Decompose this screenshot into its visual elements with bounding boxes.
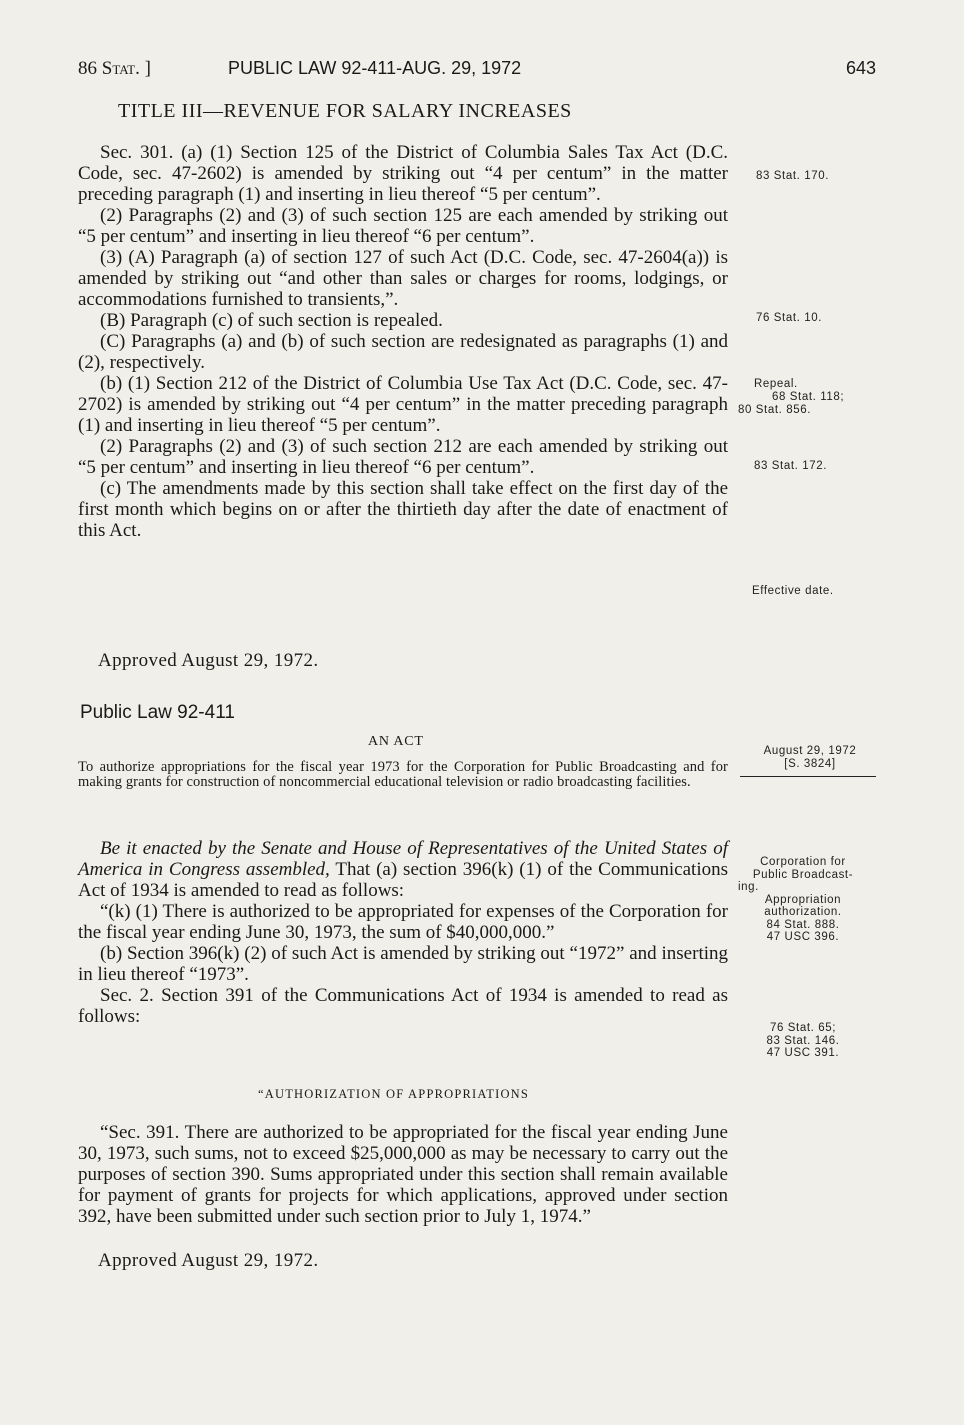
enacting-clause (78, 838, 728, 1027)
margin-note-68-stat-118: 68 Stat. 118; (772, 391, 845, 403)
sec301-para-a2: (2) Paragraphs (2) and (3) of such section 125 are each amended by striking out “5 per centum” and inserting in lieu thereof “6 per centum”. (78, 205, 728, 247)
an-act-heading: AN ACT (368, 734, 424, 749)
margin-note-sec2 (738, 1022, 868, 1060)
approved-date-1: Approved August 29, 1972. (98, 650, 319, 671)
margin-note-80-stat-856: 80 Stat. 856. (738, 404, 812, 416)
margin-note-cpb (738, 856, 868, 944)
enacting-rest: That (a) section 396(k) (1) of the Communications Act of 1934 is amended to read as follows: (78, 859, 728, 901)
margin-note-76-stat-10: 76 Stat. 10. (756, 312, 823, 324)
section-301-text (78, 142, 728, 541)
sec301-para-a3C: (C) Paragraphs (a) and (b) of such section are redesignated as paragraphs (1) and (2), respectively. (78, 331, 728, 373)
margin-note-approp-line2: authorization. (764, 906, 842, 918)
section-391-text (78, 1122, 728, 1227)
page-number: 643 (846, 58, 877, 78)
margin-note-bill-number: [S. 3824] (784, 757, 836, 770)
margin-note-83-stat-172: 83 Stat. 172. (754, 460, 828, 472)
margin-note-47-usc-391: 47 USC 391. (766, 1047, 840, 1059)
sec-2-text: Sec. 2. Section 391 of the Communications Act of 1934 is amended to read as follows: (78, 985, 728, 1027)
margin-note-approp-line1: Appropriation (764, 893, 842, 906)
margin-note-cpb-line3: ing. (738, 881, 759, 893)
quote-396k1: “(k) (1) There is authorized to be appropriated for expenses of the Corporation for the fiscal year ending June 30, 1973, the sum of $40,000,000.” (78, 901, 728, 943)
margin-note-date-line: August 29, 1972 (763, 745, 857, 757)
enacting-italic: Be it enacted by the Senate and House of Representatives of the United States of America in Congress assembled, (78, 838, 728, 880)
margin-note-effective-date: Effective date. (752, 585, 834, 597)
sec301-para-c: (c) The amendments made by this section shall take effect on the first day of the first month which begins on or after the thirtieth day after the date of enactment of this Act. (78, 478, 728, 541)
margin-note-cpb-line1: Corporation for (760, 856, 846, 868)
sec301-para-b1: (b) (1) Section 212 of the District of Columbia Use Tax Act (D.C. Code, sec. 47-2702) is amended by striking out “4 per centum” in the matter preceding paragraph (1) and inserting in lieu thereof “5 per centum”. (78, 373, 728, 436)
public-law-label: Public Law 92-411 (80, 702, 235, 723)
margin-note-repeal: Repeal. (754, 378, 798, 390)
sec301-para-a3A: (3) (A) Paragraph (a) of section 127 of such Act (D.C. Code, sec. 47-2604(a)) is amended by striking out “and other than sales or charges for rooms, lodgings, or accommodations furnished to transients,”. (78, 247, 728, 310)
margin-note-76-stat-65: 76 Stat. 65; (769, 1022, 837, 1034)
margin-note-cpb-line2: Public Broadcast- (752, 868, 854, 881)
margin-divider (740, 776, 876, 777)
title-iii-heading: TITLE III—REVENUE FOR SALARY INCREASES (118, 100, 572, 122)
header-title: PUBLIC LAW 92-411-AUG. 29, 1972 (228, 58, 522, 78)
sec301-para-b2: (2) Paragraphs (2) and (3) of such section 212 are each amended by striking out “5 per centum” and inserting in lieu thereof “6 per centum”. (78, 436, 728, 478)
authorization-heading: “AUTHORIZATION OF APPROPRIATIONS (258, 1087, 530, 1101)
sec301-para-a3B: (B) Paragraph (c) of such section is repealed. (100, 310, 443, 331)
margin-note-august-date (744, 745, 876, 770)
header-stat-ref: 86 Stat. ] (78, 58, 151, 79)
margin-note-83-stat-146: 83 Stat. 146. (766, 1034, 840, 1047)
para-b-396k2: (b) Section 396(k) (2) of such Act is amended by striking out “1972” and inserting in lieu thereof “1973”. (78, 943, 728, 985)
margin-note-83-stat-170: 83 Stat. 170. (756, 170, 830, 182)
margin-note-47-usc-396: 47 USC 396. (766, 931, 840, 943)
sec391-para: “Sec. 391. There are authorized to be appropriated for the fiscal year ending June 30, 1973, such sums, not to exceed $25,000,000 as may be necessary to carry out the purposes of section 390. Sums appropriated under this section shall remain available for payment of grants for projects for which applications, approved under section 392, have been submitted under such section prior to July 1, 1974.” (78, 1122, 728, 1227)
approved-date-2: Approved August 29, 1972. (98, 1250, 319, 1271)
sec301-para-a1: Sec. 301. (a) (1) Section 125 of the District of Columbia Sales Tax Act (D.C. Code, sec. 47-2602) is amended by striking out “4 per centum” in the matter preceding paragraph (1) and inserting in lieu thereof “5 per centum”. (78, 142, 728, 205)
act-purpose: To authorize appropriations for the fiscal year 1973 for the Corporation for Public Broadcasting and for making grants for construction of noncommercial educational television or radio broadcasting facilities. (78, 759, 728, 790)
margin-note-84-stat-888: 84 Stat. 888. (766, 918, 840, 931)
